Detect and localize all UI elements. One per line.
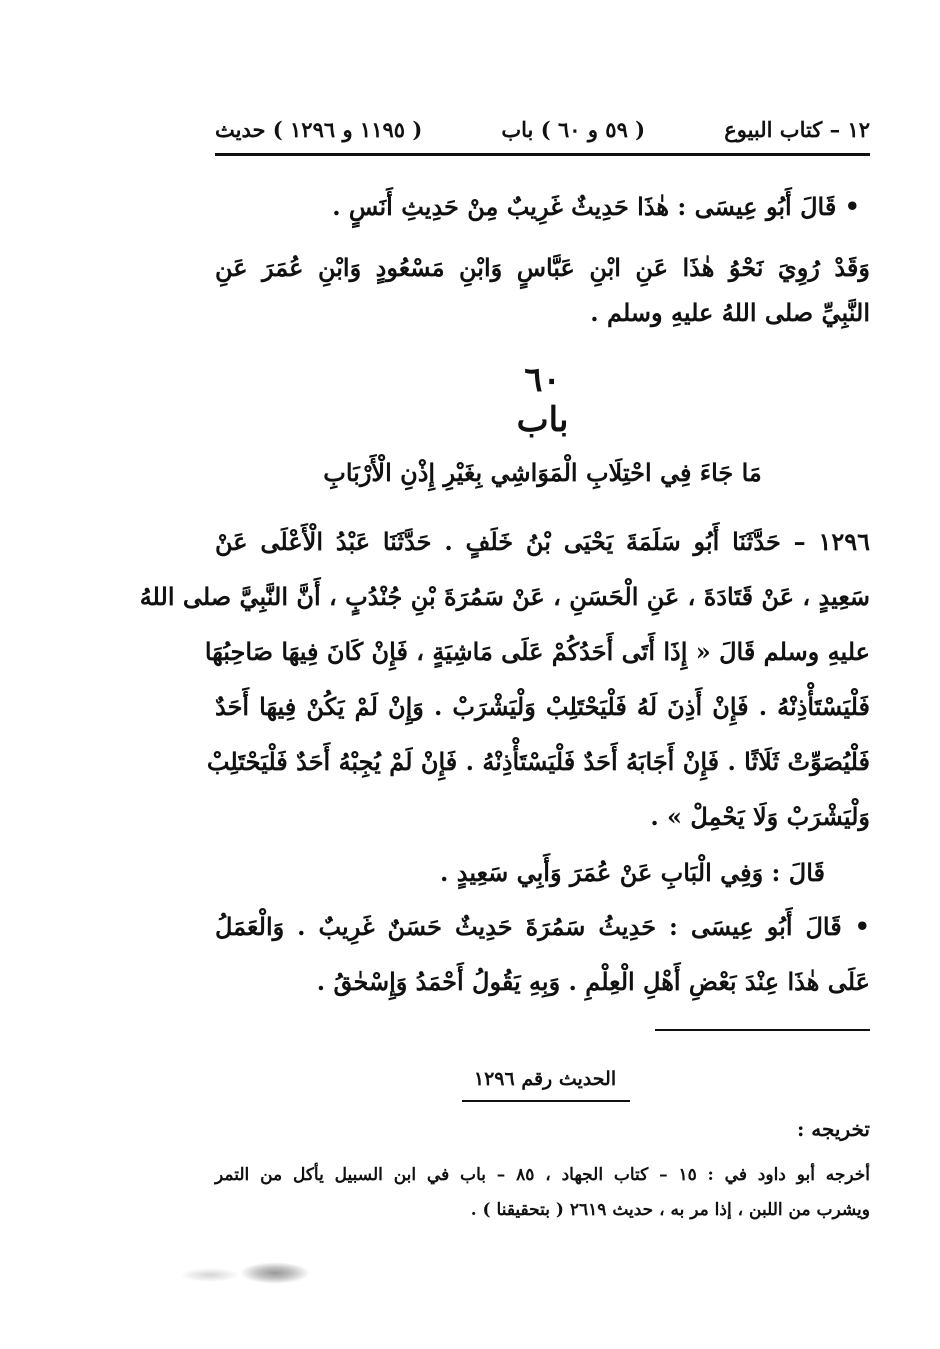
bab-note: قَالَ : وَفِي الْبَابِ عَنْ عُمَرَ وَأَبِي سَعِيدٍ . [440,858,825,887]
hadith-line: سَعِيدٍ ، عَنْ قَتَادَةَ ، عَنِ الْحَسَنِ ، عَنْ سَمُرَةَ بْنِ جُنْدُبٍ ، أَنَّ النَّبِيَّ صلى اللهُ [139,582,870,611]
chapter-title: مَا جَاءَ فِي احْتِلَابِ الْمَوَاشِي بِغَيْرِ إِذْنِ الْأَرْبَابِ [323,458,762,487]
hadith-line: فَلْيُصَوِّتْ ثَلَاثًا . فَإِنْ أَجَابَهُ أَحَدٌ فَلْيَسْتَأْذِنْهُ . فَإِنْ لَمْ يُجِبْهُ أَحَدٌ فَلْيَحْتَلِبْ [206,747,870,776]
text-line: النَّبِيِّ صلى اللهُ عليهِ وسلم . [590,298,870,327]
header-page-ref: ١٢ – كتاب البيوع [724,116,870,142]
scan-smudge [240,1262,310,1284]
footnote-rule [655,1029,870,1031]
text-line: وَقَدْ رُوِيَ نَحْوُ هٰذَا عَنِ ابْنِ عَبَّاسٍ وَابْنِ مَسْعُودٍ وَابْنِ عُمَرَ عَنِ [215,253,870,282]
header-hadith-ref: ( ١١٩٥ و ١٢٩٦ ) حديث [215,116,423,142]
footnote-line: أخرجه أبو داود في : ١٥ – كتاب الجهاد ، ٨٥ – باب في ابن السبيل يأكل من التمر [215,1165,871,1185]
hadith-line: ١٢٩٦ – حَدَّثَنَا أَبُو سَلَمَةَ يَحْيَى بْنُ خَلَفٍ . حَدَّثَنَا عَبْدُ الْأَعْلَى عَنْ [215,527,870,556]
hadith-line: فَلْيَسْتَأْذِنْهُ . فَإِنْ أَذِنَ لَهُ فَلْيَحْتَلِبْ وَلْيَشْرَبْ . وَإِنْ لَمْ يَكُنْ فِيهَا أَحَدٌ [215,692,870,721]
footnote-line: ويشرب من اللبن ، إذا مر به ، حديث ٢٦١٩ ( بتحقيقنا ) . [470,1200,870,1220]
running-header [215,108,870,150]
hadith-line: وَلْيَشْرَبْ وَلَا يَحْمِلْ » . [650,802,870,831]
scan-smudge [180,1268,240,1282]
footnote-title: الحديث رقم ١٢٩٦ [473,1068,617,1090]
header-rule [215,153,870,156]
closing-line: • قَالَ أَبُو عِيسَى : حَدِيثُ سَمُرَةَ حَدِيثٌ حَسَنٌ غَرِيبٌ . وَالْعَمَلُ [215,912,870,941]
closing-line: عَلَى هٰذَا عِنْدَ بَعْضِ أَهْلِ الْعِلْمِ . وَبِهِ يَقُولُ أَحْمَدُ وَإِسْحٰقُ . [316,967,870,996]
header-chapter-ref: ( ٥٩ و ٦٠ ) باب [501,116,646,142]
footnote-label: تخريجه : [796,1117,870,1141]
chapter-number: ٦٠ [524,360,561,400]
footnote-title-underline [462,1100,630,1102]
hadith-line: عليهِ وسلم قَالَ « إِذَا أَتَى أَحَدُكُمْ عَلَى مَاشِيَةٍ ، فَإِنْ كَانَ فِيهَا صَاحِبُهَا [204,637,870,666]
text-line: • قَالَ أَبُو عِيسَى : هٰذَا حَدِيثٌ غَرِيبٌ مِنْ حَدِيثِ أَنَسٍ . [332,192,860,221]
chapter-word: باب [516,400,569,440]
